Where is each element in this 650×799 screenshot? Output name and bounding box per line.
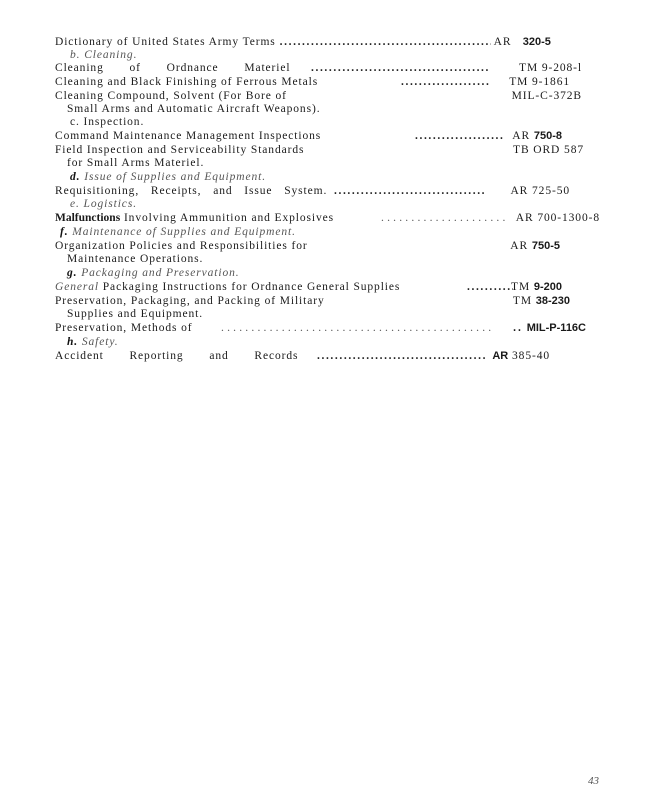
reference-prefix: AR bbox=[512, 130, 531, 142]
reference-entry bbox=[55, 75, 600, 89]
entry-title: Requisitioning, Receipts, and Issue System. bbox=[55, 185, 328, 197]
reference-entry bbox=[55, 280, 600, 294]
reference-entry bbox=[55, 294, 600, 308]
entry-reference: MIL-C-372B bbox=[511, 90, 582, 102]
reference-number: 385-40 bbox=[512, 350, 550, 362]
entry-title: Cleaning Compound, Solvent (For Bore of bbox=[55, 90, 287, 102]
leader-dots bbox=[467, 280, 513, 294]
entry-title: Organization Policies and Responsibilities for bbox=[55, 240, 308, 252]
reference-number: 9-200 bbox=[533, 281, 562, 293]
entry-title-lead: General bbox=[55, 281, 99, 293]
reference-entry bbox=[55, 239, 600, 253]
section-heading bbox=[60, 225, 605, 239]
reference-entry bbox=[55, 89, 600, 103]
section-heading bbox=[70, 170, 615, 184]
section-heading: b. Cleaning. bbox=[70, 49, 138, 61]
entry-title: Field Inspection and Serviceability Standards bbox=[55, 144, 305, 156]
section-letter: d. bbox=[70, 171, 81, 183]
reference-entry bbox=[55, 129, 600, 143]
leader-dots bbox=[221, 321, 491, 335]
reference-entry bbox=[55, 184, 600, 198]
reference-number: 750-5 bbox=[531, 240, 560, 252]
reference-prefix: AR bbox=[493, 36, 512, 48]
section-heading bbox=[67, 335, 612, 349]
reference-number: 320-5 bbox=[522, 36, 551, 48]
entry-reference: TM 9-1861 bbox=[509, 76, 570, 88]
section-letter: h. bbox=[67, 336, 79, 348]
entry-title: Dictionary of United States Army Terms bbox=[55, 36, 276, 48]
entry-reference: AR 700-1300-8 bbox=[515, 212, 600, 224]
entry-reference bbox=[511, 280, 562, 294]
reference-entry bbox=[55, 349, 600, 363]
entry-title-lead: Malfunctions bbox=[55, 212, 121, 224]
reference-number: 38-230 bbox=[535, 295, 570, 307]
reference-prefix: TM bbox=[511, 281, 531, 293]
section-letter: g. bbox=[67, 267, 78, 279]
entry-reference bbox=[512, 129, 562, 143]
entry-title: Packaging Instructions for Ordnance General Supplies bbox=[102, 281, 401, 293]
entry-reference bbox=[494, 35, 600, 49]
entry-title: Command Maintenance Management Inspections bbox=[55, 130, 322, 142]
section-title: Safety. bbox=[81, 336, 119, 348]
entry-continuation: Maintenance Operations. bbox=[67, 253, 204, 265]
section-letter: f. bbox=[60, 226, 69, 238]
reference-entry bbox=[55, 211, 600, 225]
reference-prefix: AR bbox=[510, 240, 529, 252]
reference-entry bbox=[55, 143, 600, 157]
section-title: Packaging and Preservation. bbox=[81, 267, 240, 279]
reference-entry bbox=[55, 35, 600, 49]
reference-entry bbox=[55, 321, 600, 335]
leader-dots bbox=[401, 75, 491, 89]
leader-dots bbox=[317, 349, 487, 363]
entry-reference bbox=[510, 239, 560, 253]
reference-number: 750-8 bbox=[533, 130, 562, 142]
leader-dots bbox=[334, 184, 484, 198]
leader-dots bbox=[280, 35, 491, 49]
entry-title: Cleaning and Black Finishing of Ferrous Metals bbox=[55, 76, 319, 88]
entry-reference: AR 725-50 bbox=[510, 185, 570, 197]
section-heading: c. Inspection. bbox=[70, 116, 145, 128]
entry-reference: TB ORD 587 bbox=[513, 144, 584, 156]
entry-reference: .. MIL-P-116C bbox=[513, 322, 586, 334]
section-heading: e. Logistics. bbox=[70, 198, 137, 210]
leader-dots bbox=[311, 61, 489, 75]
entry-reference: TM 9-208-l bbox=[519, 62, 582, 74]
section-title: Issue of Supplies and Equipment. bbox=[84, 171, 267, 183]
reference-prefix: TM bbox=[512, 295, 532, 307]
entry-title: Accident Reporting and Records bbox=[55, 350, 299, 362]
entry-reference bbox=[513, 294, 570, 308]
section-heading bbox=[67, 266, 612, 280]
entry-continuation: Supplies and Equipment. bbox=[67, 308, 204, 320]
leader-dots bbox=[381, 211, 505, 225]
entry-continuation: for Small Arms Materiel. bbox=[67, 157, 205, 169]
section-title: Maintenance of Supplies and Equipment. bbox=[72, 226, 296, 238]
entry-title: Involving Ammunition and Explosives bbox=[123, 212, 335, 224]
entry-title: Preservation, Packaging, and Packing of Military bbox=[55, 295, 325, 307]
entry-continuation: Small Arms and Automatic Aircraft Weapons). bbox=[67, 103, 321, 115]
entry-reference bbox=[492, 349, 550, 363]
entry-title: Cleaning of Ordnance Materiel bbox=[55, 62, 291, 74]
reference-entry bbox=[55, 61, 600, 75]
entry-title: Preservation, Methods of bbox=[55, 322, 193, 334]
leader-dots bbox=[415, 129, 503, 143]
reference-prefix: AR bbox=[492, 350, 509, 362]
page-number: 43 bbox=[588, 775, 599, 787]
reference-number: MIL-P-116C bbox=[526, 322, 586, 334]
